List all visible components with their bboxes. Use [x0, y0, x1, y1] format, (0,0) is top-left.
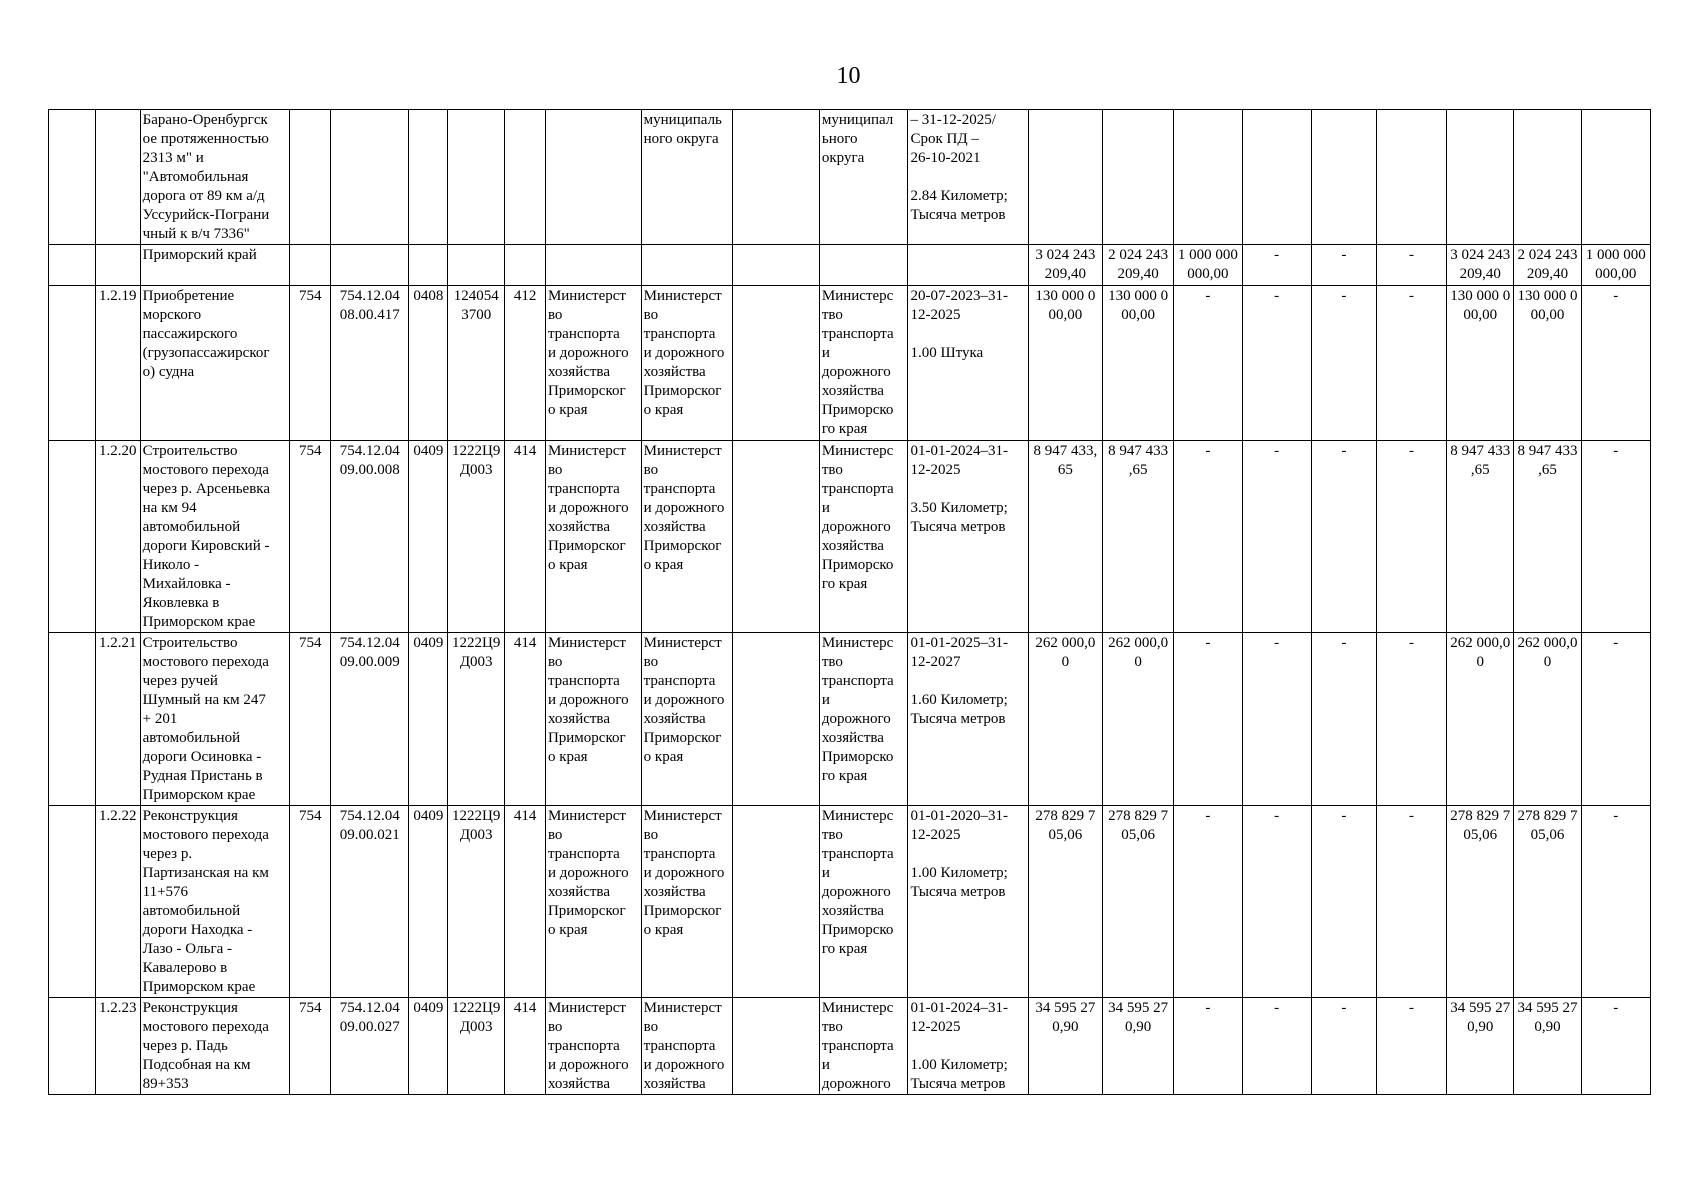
table-cell [1174, 110, 1242, 245]
table-cell: 01-01-2024–31- 12-2025 3.50 Километр; Тысяча метров [908, 441, 1028, 633]
table-cell: 414 [505, 806, 546, 998]
table-row [49, 998, 1651, 1095]
table-cell: 754 [290, 286, 331, 441]
table-cell [290, 245, 331, 286]
table-cell: 754.12.04 09.00.027 [331, 998, 409, 1095]
table-cell: - [1174, 441, 1242, 633]
table-cell: 278 829 7 05,06 [1514, 806, 1581, 998]
table-cell: Министерс тво транспорта и дорожного хозяйства Приморско го края [819, 633, 908, 806]
table-cell: 414 [505, 998, 546, 1095]
table-cell [95, 110, 140, 245]
table-cell: 130 000 0 00,00 [1447, 286, 1514, 441]
table-cell: 34 595 27 0,90 [1447, 998, 1514, 1095]
table-cell: 124054 3700 [448, 286, 505, 441]
table-cell [49, 633, 96, 806]
table-cell: 278 829 7 05,06 [1102, 806, 1173, 998]
table-cell: Министерс тво транспорта и дорожного [819, 998, 908, 1095]
table-cell: 1.2.21 [95, 633, 140, 806]
table-cell: Министерс тво транспорта и дорожного хозяйства Приморско го края [819, 806, 908, 998]
table-cell [409, 110, 448, 245]
table-cell [733, 633, 820, 806]
table-cell: 8 947 433, 65 [1028, 441, 1102, 633]
table-cell: 1 000 000 000,00 [1581, 245, 1650, 286]
table-cell: 1222Ц9 Д003 [448, 998, 505, 1095]
table-cell: 754.12.04 09.00.021 [331, 806, 409, 998]
table-cell: 754 [290, 441, 331, 633]
table-row [49, 286, 1651, 441]
table-cell: 414 [505, 441, 546, 633]
table-cell: 8 947 433 ,65 [1102, 441, 1173, 633]
table-cell: 262 000,0 0 [1028, 633, 1102, 806]
table-cell [733, 441, 820, 633]
table-cell: - [1376, 998, 1446, 1095]
table-cell [331, 110, 409, 245]
table-cell: 130 000 0 00,00 [1028, 286, 1102, 441]
table-cell [733, 286, 820, 441]
table-cell: Реконструкция мостового перехода через р. Партизанская на км 11+576 автомобильной дороги Находка - Лазо - Ольга - Кавалерово в Приморском крае [140, 806, 290, 998]
table-cell: 0408 [409, 286, 448, 441]
table-cell: 278 829 7 05,06 [1447, 806, 1514, 998]
table-cell: 754.12.04 08.00.417 [331, 286, 409, 441]
table-cell: - [1581, 441, 1650, 633]
table-cell: - [1242, 998, 1311, 1095]
table-cell: - [1174, 998, 1242, 1095]
table-cell: - [1174, 806, 1242, 998]
table-cell: - [1311, 245, 1376, 286]
table-cell: 1 000 000 000,00 [1174, 245, 1242, 286]
table-cell [49, 806, 96, 998]
table-cell [95, 245, 140, 286]
table-cell: Министерст во транспорта и дорожного хозяйства Приморског о края [545, 633, 641, 806]
table-cell [641, 245, 733, 286]
table-cell: - [1174, 633, 1242, 806]
table-cell: Министерст во транспорта и дорожного хозяйства Приморског о края [545, 441, 641, 633]
table-row [49, 633, 1651, 806]
table-cell: Министерст во транспорта и дорожного хозяйства Приморског о края [641, 633, 733, 806]
table-cell: - [1311, 806, 1376, 998]
table-cell: 34 595 27 0,90 [1514, 998, 1581, 1095]
table-cell: - [1242, 633, 1311, 806]
table-cell: 01-01-2024–31- 12-2025 1.00 Километр; Тысяча метров [908, 998, 1028, 1095]
table-cell [733, 110, 820, 245]
table-row [49, 441, 1651, 633]
table-cell [49, 441, 96, 633]
table-cell [545, 110, 641, 245]
table-cell: 262 000,0 0 [1514, 633, 1581, 806]
table-cell: 2 024 243 209,40 [1514, 245, 1581, 286]
table-cell: Министерст во транспорта и дорожного хозяйства [641, 998, 733, 1095]
table-cell: 1.2.19 [95, 286, 140, 441]
program-table [48, 109, 1651, 1095]
table-cell: Министерс тво транспорта и дорожного хозяйства Приморско го края [819, 286, 908, 441]
table-cell: 1.2.23 [95, 998, 140, 1095]
table-cell: 1.2.20 [95, 441, 140, 633]
table-cell [1311, 110, 1376, 245]
table-cell [49, 286, 96, 441]
table-cell: Приморский край [140, 245, 290, 286]
table-cell: - [1242, 286, 1311, 441]
table-cell [448, 245, 505, 286]
table-cell [505, 110, 546, 245]
table-cell [908, 245, 1028, 286]
table-cell: 278 829 7 05,06 [1028, 806, 1102, 998]
table-cell: 01-01-2025–31- 12-2027 1.60 Километр; Тысяча метров [908, 633, 1028, 806]
table-cell: - [1242, 245, 1311, 286]
table-cell: - [1311, 633, 1376, 806]
table-cell: - [1376, 441, 1446, 633]
table-cell: 0409 [409, 806, 448, 998]
table-cell: 0409 [409, 998, 448, 1095]
table-cell: Министерст во транспорта и дорожного хозяйства Приморског о края [545, 286, 641, 441]
table-cell: Строительство мостового перехода через ручей Шумный на км 247 + 201 автомобильной дороги Осиновка - Рудная Пристань в Приморском крае [140, 633, 290, 806]
table-cell: - [1581, 286, 1650, 441]
table-cell [1102, 110, 1173, 245]
table-cell: Приобретение морского пассажирского (грузопассажирског о) судна [140, 286, 290, 441]
table-cell: Министерст во транспорта и дорожного хозяйства Приморског о края [641, 286, 733, 441]
table-cell: - [1581, 633, 1650, 806]
table-cell: 754.12.04 09.00.008 [331, 441, 409, 633]
table-cell [49, 110, 96, 245]
table-cell [505, 245, 546, 286]
table-cell: - [1242, 806, 1311, 998]
table-cell [1514, 110, 1581, 245]
table-cell [49, 998, 96, 1095]
table-cell: - [1581, 806, 1650, 998]
table-cell: Министерс тво транспорта и дорожного хозяйства Приморско го края [819, 441, 908, 633]
table-cell: - [1376, 245, 1446, 286]
table-cell: 2 024 243 209,40 [1102, 245, 1173, 286]
table-cell [290, 110, 331, 245]
table-cell [733, 998, 820, 1095]
table-cell: 20-07-2023–31- 12-2025 1.00 Штука [908, 286, 1028, 441]
table-cell: 262 000,0 0 [1102, 633, 1173, 806]
table-cell: - [1242, 441, 1311, 633]
table-cell: 1222Ц9 Д003 [448, 806, 505, 998]
table-cell: 0409 [409, 441, 448, 633]
table-cell: - [1581, 998, 1650, 1095]
table-cell [331, 245, 409, 286]
table-cell: 412 [505, 286, 546, 441]
table-cell: - [1311, 441, 1376, 633]
table-row [49, 110, 1651, 245]
table-cell: - [1174, 286, 1242, 441]
table-cell: 34 595 27 0,90 [1102, 998, 1173, 1095]
table-cell: 1222Ц9 Д003 [448, 633, 505, 806]
table-cell: 754 [290, 998, 331, 1095]
table-cell: 754 [290, 633, 331, 806]
table-cell [545, 245, 641, 286]
table-cell: 1222Ц9 Д003 [448, 441, 505, 633]
table-cell: 262 000,0 0 [1447, 633, 1514, 806]
table-cell: 01-01-2020–31- 12-2025 1.00 Километр; Тысяча метров [908, 806, 1028, 998]
table-cell [733, 245, 820, 286]
table-cell: 130 000 0 00,00 [1514, 286, 1581, 441]
table-cell: 130 000 0 00,00 [1102, 286, 1173, 441]
table-cell [1376, 110, 1446, 245]
table-cell: 34 595 27 0,90 [1028, 998, 1102, 1095]
table-cell: 754.12.04 09.00.009 [331, 633, 409, 806]
table-cell [49, 245, 96, 286]
table-cell: муниципал ьного округа [819, 110, 908, 245]
table-cell [409, 245, 448, 286]
table-cell [733, 806, 820, 998]
table-cell: - [1311, 998, 1376, 1095]
table-cell: – 31-12-2025/ Срок ПД – 26-10-2021 2.84 Километр; Тысяча метров [908, 110, 1028, 245]
table-cell: - [1376, 286, 1446, 441]
table-cell [819, 245, 908, 286]
table-cell: Министерст во транспорта и дорожного хозяйства Приморског о края [641, 806, 733, 998]
table-row [49, 806, 1651, 998]
table-cell: муниципаль ного округа [641, 110, 733, 245]
table-cell: - [1311, 286, 1376, 441]
table-cell: Барано-Оренбургск ое протяженностью 2313 м" и "Автомобильная дорога от 89 км а/д Уссурийск-Пограни чный к в/ч 7336" [140, 110, 290, 245]
table-cell: - [1376, 806, 1446, 998]
table-cell: 754 [290, 806, 331, 998]
table-cell [448, 110, 505, 245]
table-cell [1028, 110, 1102, 245]
table-cell: Министерст во транспорта и дорожного хозяйства Приморског о края [545, 806, 641, 998]
table-cell: Министерст во транспорта и дорожного хозяйства Приморског о края [641, 441, 733, 633]
table-cell: 0409 [409, 633, 448, 806]
table-cell: 3 024 243 209,40 [1028, 245, 1102, 286]
table-cell: Реконструкция мостового перехода через р. Падь Подсобная на км 89+353 [140, 998, 290, 1095]
table-cell: 8 947 433 ,65 [1514, 441, 1581, 633]
table-cell: 8 947 433 ,65 [1447, 441, 1514, 633]
page-number: 10 [836, 63, 861, 89]
table-row [49, 245, 1651, 286]
table-cell: - [1376, 633, 1446, 806]
table-cell [1581, 110, 1650, 245]
table-cell: Министерст во транспорта и дорожного хозяйства [545, 998, 641, 1095]
table-cell [1447, 110, 1514, 245]
table-cell: 414 [505, 633, 546, 806]
table-cell: 1.2.22 [95, 806, 140, 998]
table-cell: Строительство мостового перехода через р. Арсеньевка на км 94 автомобильной дороги Кировский - Николо - Михайловка - Яковлевка в Приморском крае [140, 441, 290, 633]
table-cell: 3 024 243 209,40 [1447, 245, 1514, 286]
table-cell [1242, 110, 1311, 245]
